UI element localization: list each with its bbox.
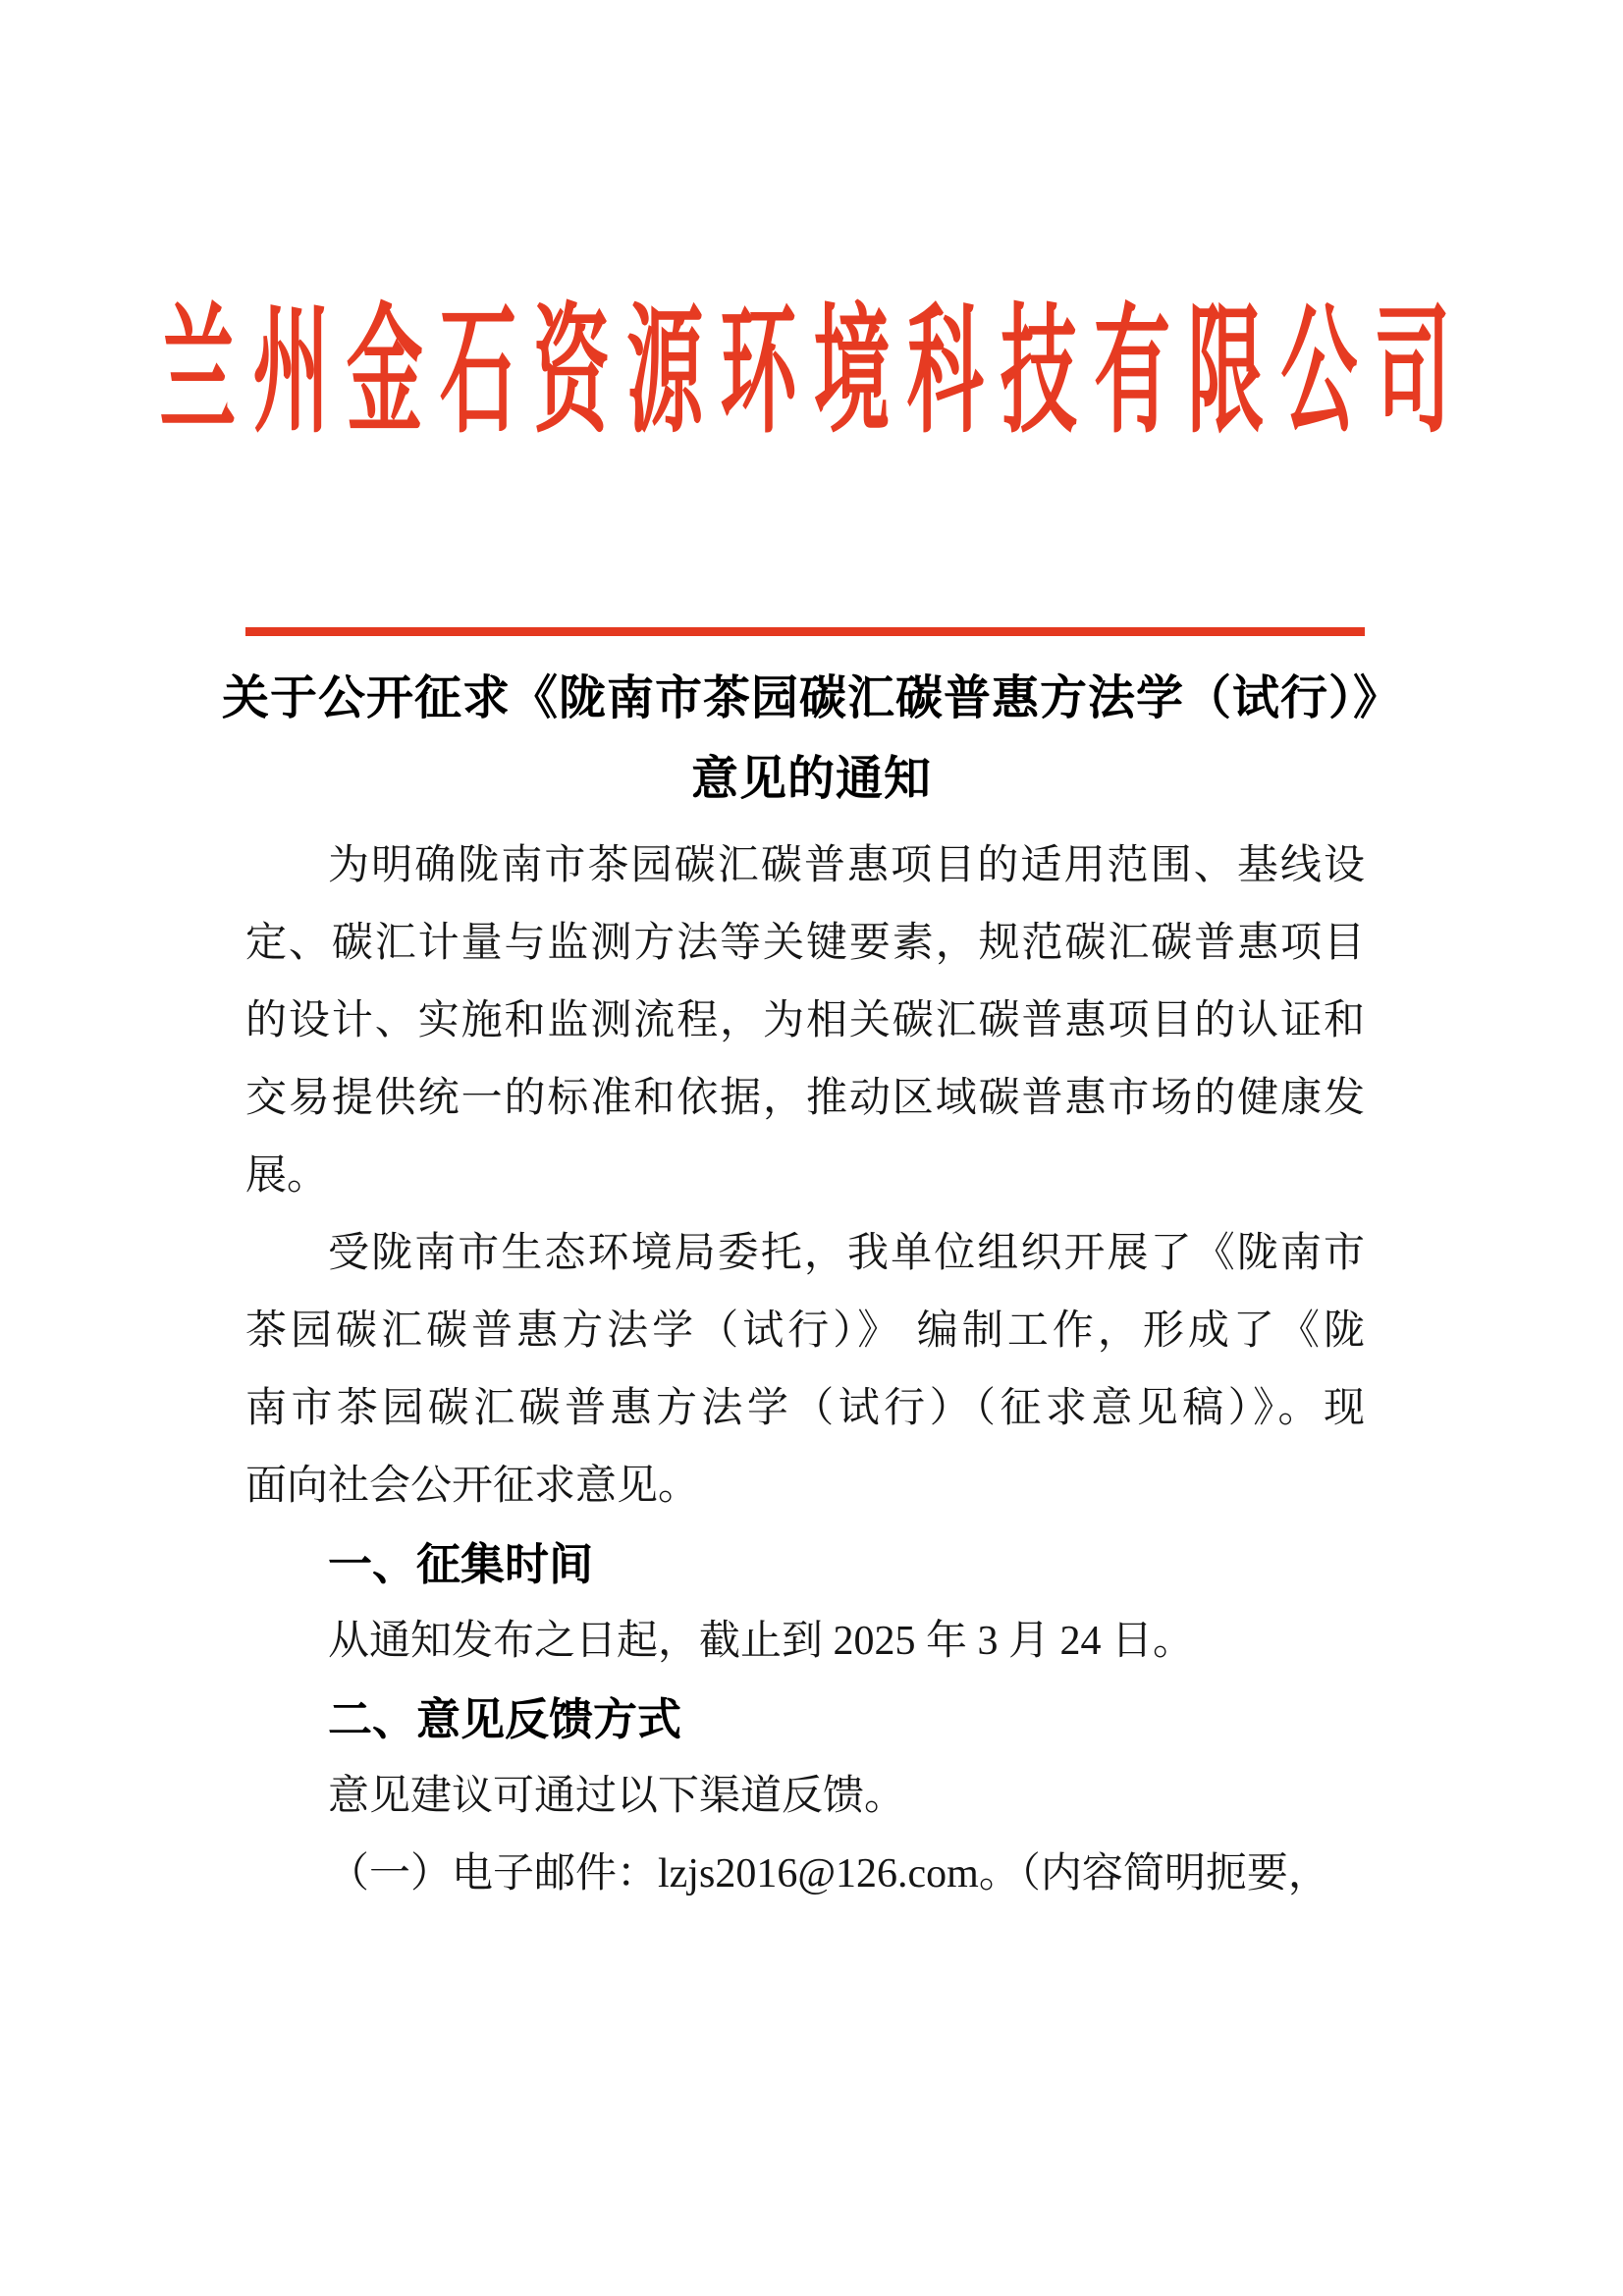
section-1-deadline-line: 从通知发布之日起，截止到 2025 年 3 月 24 日。 [328,1619,1195,1664]
intro-paragraph-line: 定、碳汇计量与监测方法等关键要素，规范碳汇碳普惠项目 [245,921,1365,966]
company-name-text: 兰州金石资源环境科技有限公司 [159,294,1468,450]
section-2-email-line: （一）电子邮件：lzjs2016@126.com。（内容简明扼要， [328,1851,1329,1896]
notice-title-line-1: 关于公开征求《陇南市茶园碳汇碳普惠方法学（试行）》 [221,672,1401,724]
intro-paragraph-line: 展。 [245,1153,329,1199]
background-paragraph-line: 茶园碳汇碳普惠方法学（试行）》 编制工作，形成了《陇 [245,1308,1365,1354]
notice-title-line-2: 意见的通知 [690,753,932,805]
notice-body [245,828,1365,1913]
background-paragraph-line: 南市茶园碳汇碳普惠方法学（试行）（征求意见稿）》。现 [245,1386,1365,1431]
section-1-heading: 一、征集时间 [328,1539,594,1589]
company-letterhead [159,279,1468,450]
notice-title [147,659,1476,820]
section-2-intro-line: 意见建议可通过以下渠道反馈。 [328,1774,906,1819]
intro-paragraph-line: 交易提供统一的标准和依据，推动区域碳普惠市场的健康发 [245,1076,1365,1121]
intro-paragraph-line: 为明确陇南市茶园碳汇碳普惠项目的适用范围、基线设 [328,843,1365,888]
letterhead-divider-rule [245,627,1365,636]
background-paragraph-line: 面向社会公开征求意见。 [245,1464,700,1509]
intro-paragraph-line: 的设计、实施和监测流程，为相关碳汇碳普惠项目的认证和 [245,998,1365,1043]
background-paragraph-line: 受陇南市生态环境局委托，我单位组织开展了《陇南市 [328,1231,1365,1276]
section-2-heading: 二、意见反馈方式 [328,1694,682,1744]
